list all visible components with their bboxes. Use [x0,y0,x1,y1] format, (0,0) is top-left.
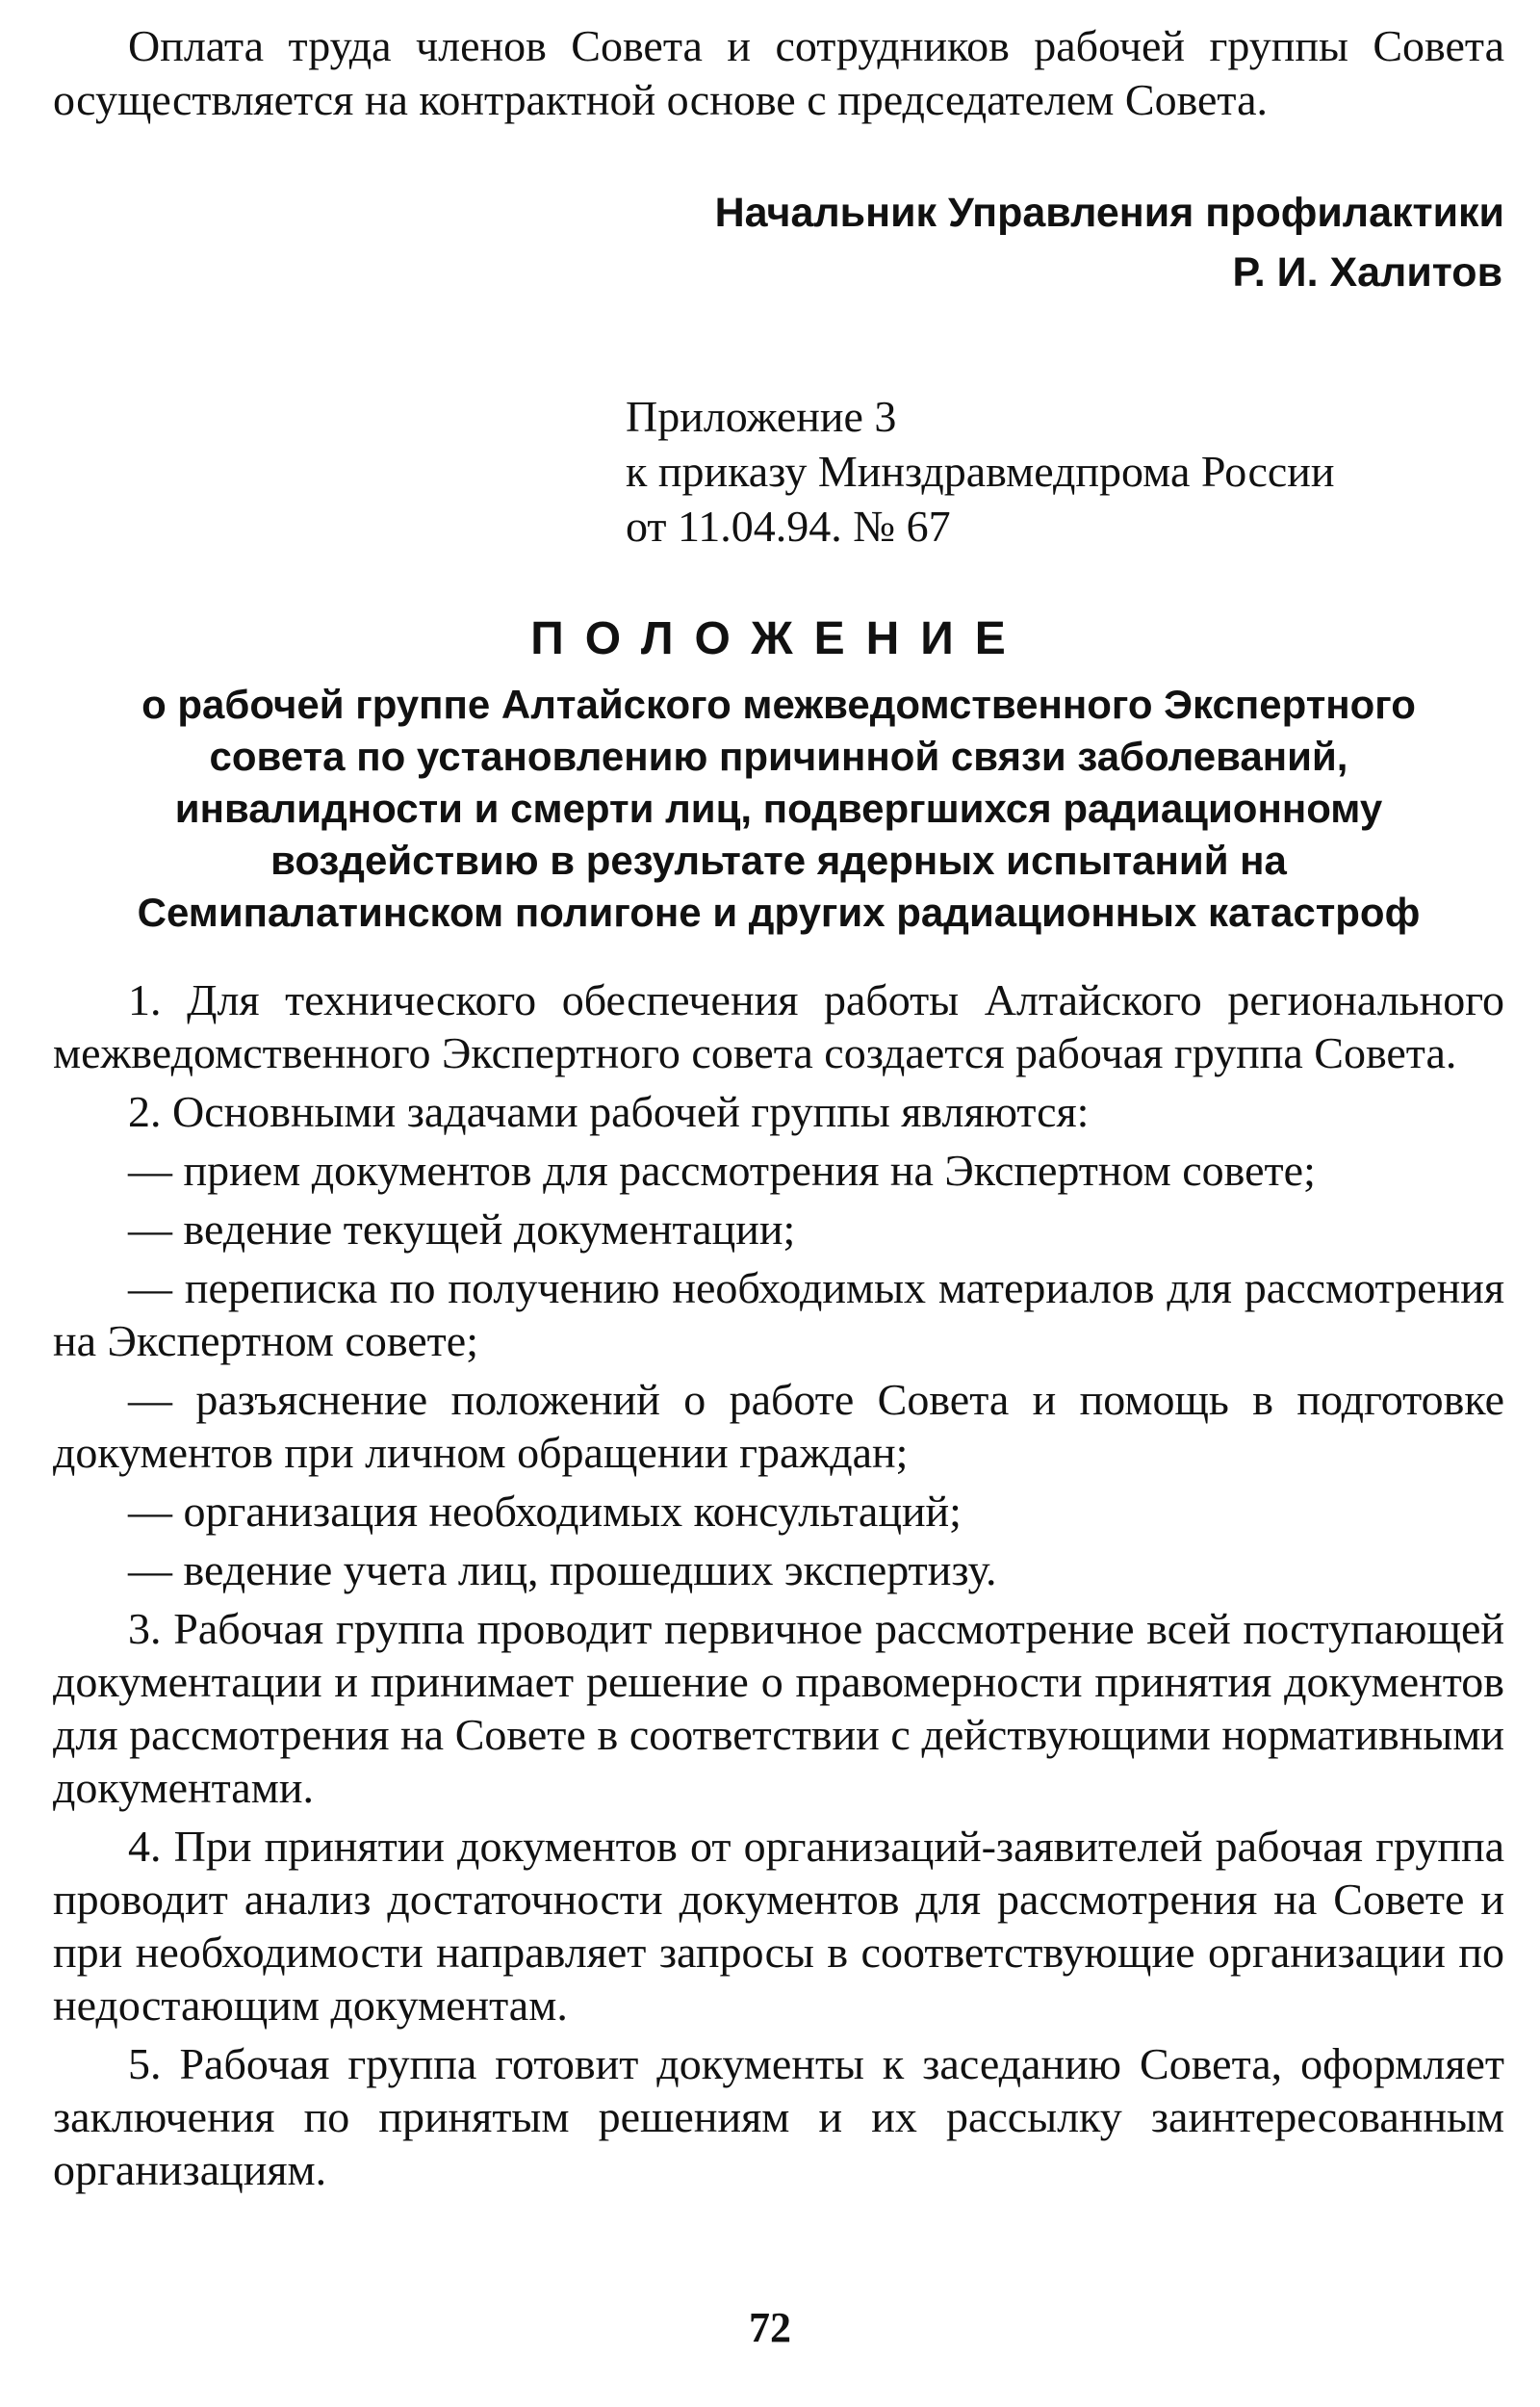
page-number: 72 [749,2304,791,2351]
paragraph: 1. Для технического обеспечения работы Алтайского регионального межведомственного Экспертного совета создается рабочая группа Совета. [53,975,1504,1077]
signature-name: Р. И. Халитов [1232,249,1502,296]
document-title: ПОЛОЖЕНИЕ [530,613,1027,664]
list-item: — разъяснение положений о работе Совета и помощь в подготовке документов при личном обращении граждан; [53,1375,1504,1477]
document-page [53,19,1504,2202]
list-item: — прием документов для рассмотрения на Экспертном совете; [128,1146,1316,1195]
document-body [53,973,1504,2196]
document-subtitle: о рабочей группе Алтайского межведомственного Экспертного совета по установлению причинной связи заболеваний, инвалидности и смерти лиц, подвергшихся радиационному воздействию в результате ядерных испытаний на Семипалатинском полигоне и других радиационных катастроф [137,682,1421,935]
paragraph: 2. Основными задачами рабочей группы являются: [128,1087,1090,1136]
paragraph: 3. Рабочая группа проводит первичное рассмотрение всей поступающей документации и принимает решение о правомерности принятия документов для рассмотрения на Совете в соответствии с действующими нормативными документами. [53,1604,1504,1812]
annex-line-3: от 11.04.94. № 67 [626,502,951,551]
annex-line-1: Приложение 3 [626,392,897,441]
list-item: — ведение учета лиц, прошедших экспертизу. [128,1545,997,1594]
signature-position: Начальник Управления профилактики [714,190,1504,236]
list-item: — ведение текущей документации; [128,1204,796,1254]
annex-block [626,389,1504,554]
list-item: — организация необходимых консультаций; [128,1487,962,1536]
list-item: — переписка по получению необходимых материалов для рассмотрения на Экспертном совете; [53,1263,1504,1365]
paragraph: 5. Рабочая группа готовит документы к заседанию Совета, оформляет заключения по принятым решениям и их рассылку заинтересованным организациям. [53,2039,1504,2194]
signature-block [53,183,1504,302]
annex-line-2: к приказу Минздравмедпрома России [626,447,1335,496]
intro-paragraph: Оплата труда членов Совета и сотрудников рабочей группы Совета осуществляется на контрактной основе с председателем Совета. [53,21,1504,124]
paragraph: 4. При принятии документов от организаций-заявителей рабочая группа проводит анализ достаточности документов для рассмотрения на Совете и при необходимости направляет запросы в соответствующие организации по недостающим документам. [53,1822,1504,2030]
